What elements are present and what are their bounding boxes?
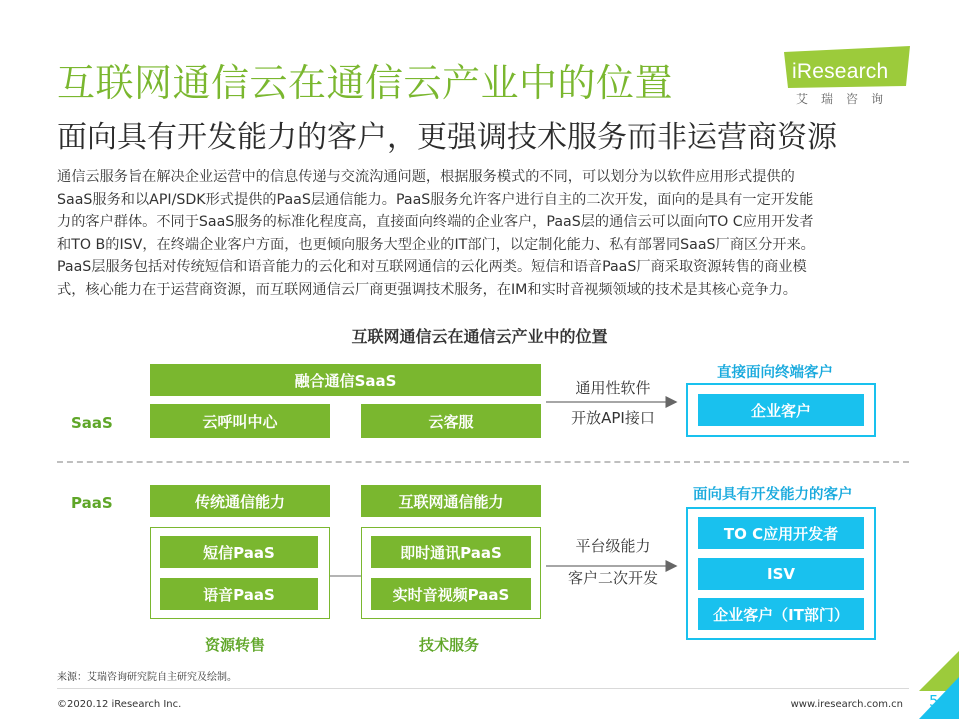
enterprise-it-box: 企业客户（IT部门）	[698, 598, 864, 630]
logo-wordmark: iResearch	[792, 60, 889, 83]
saas-target-title: 直接面向终端客户	[717, 365, 833, 381]
cloud-call-center-box: 云呼叫中心	[150, 404, 330, 438]
footer-divider	[57, 688, 909, 689]
im-paas-box: 即时通讯PaaS	[371, 536, 531, 568]
technical-service-label: 技术服务	[419, 636, 480, 654]
paas-arrow-label-bottom: 客户二次开发	[567, 569, 658, 587]
saas-arrow-label-bottom: 开放API接口	[571, 409, 655, 427]
paas-arrow-label-top: 平台级能力	[575, 537, 651, 555]
resource-resale-label: 资源转售	[205, 636, 266, 654]
saas-label: SaaS	[71, 414, 113, 432]
page-number: 5	[929, 692, 939, 710]
paas-target-title: 面向具有开发能力的客户	[693, 487, 853, 503]
page-title: 互联网通信云在通信云产业中的位置	[57, 61, 674, 105]
logo-subtitle: 艾瑞咨询	[796, 92, 897, 106]
sms-paas-box: 短信PaaS	[160, 536, 318, 568]
page-subtitle: 面向具有开发能力的客户，更强调技术服务而非运营商资源	[57, 120, 837, 155]
copyright-text: ©2020.12 iResearch Inc.	[57, 699, 182, 710]
internet-comm-header-box: 互联网通信能力	[361, 485, 541, 517]
voice-paas-box: 语音PaaS	[160, 578, 318, 610]
traditional-comm-header-box: 传统通信能力	[150, 485, 330, 517]
rtc-paas-box: 实时音视频PaaS	[371, 578, 531, 610]
saas-paas-divider	[57, 461, 909, 463]
cloud-customer-service-box: 云客服	[361, 404, 541, 438]
intro-paragraph: 通信云服务旨在解决企业运营中的信息传递与交流沟通问题，根据服务模式的不同，可以划分为以软件应用形式提供的 SaaS服务和以API/SDK形式提供的PaaS层通信能力。PaaS服务允许客户进行自主的二次开发，面向的是具有一定开发能 力的客户群体。不同于SaaS服务的标准化程度高，直接面向终端的企业客户，PaaS层的通信云可以面向TO C应用开发者 和TO B的ISV，在终端企业客户方面，也更倾向服务大型企业的IT部门，以定制化能力、私有部署同SaaS厂商区分开来。 PaaS层服务包括对传统短信和语音能力的云化和对互联网通信的云化两类。短信和语音PaaS厂商采取资源转售的商业模 式，核心能力在于运营商资源，而互联网通信云厂商更强调技术服务，在IM和实时音视频领域的技术是其核心竞争力。	[57, 169, 815, 298]
fused-comm-saas-box: 融合通信SaaS	[150, 364, 541, 396]
website-link[interactable]: www.iresearch.com.cn	[790, 699, 903, 710]
diagram-title: 互联网通信云在通信云产业中的位置	[351, 327, 608, 346]
enterprise-customer-box: 企业客户	[698, 394, 864, 426]
source-note: 来源：艾瑞咨询研究院自主研究及绘制。	[57, 672, 237, 683]
saas-arrow-label-top: 通用性软件	[575, 379, 651, 397]
paas-label: PaaS	[71, 494, 113, 512]
toc-developer-box: TO C应用开发者	[698, 517, 864, 549]
isv-box: ISV	[698, 558, 864, 590]
